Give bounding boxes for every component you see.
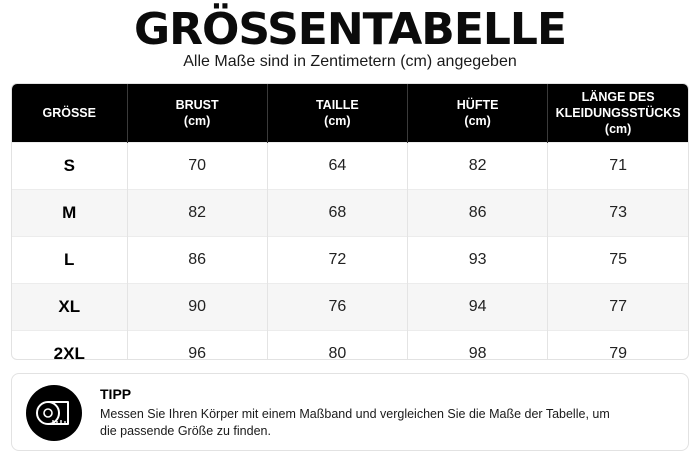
size-cell: S (12, 143, 127, 190)
chest-cell: 90 (127, 284, 267, 331)
column-header-label: LÄNGE DES KLEIDUNGSSTÜCKS (555, 90, 681, 120)
table-row (12, 143, 688, 190)
table-row (12, 190, 688, 237)
tip-title: TIPP (100, 386, 132, 402)
size-cell: M (12, 190, 127, 237)
size-cell: 2XL (12, 331, 127, 361)
page-subtitle: Alle Maße sind in Zentimetern (cm) angegeben (183, 53, 517, 70)
hip-cell: 98 (408, 331, 548, 361)
tip-box (11, 373, 689, 451)
waist-cell: 80 (267, 331, 407, 361)
length-cell: 71 (548, 143, 688, 190)
hip-cell: 82 (408, 143, 548, 190)
length-cell: 73 (548, 190, 688, 237)
size-table-container (11, 83, 689, 360)
column-header-length (548, 84, 688, 143)
length-cell: 79 (548, 331, 688, 361)
column-header-waist (267, 84, 407, 143)
column-header-label: HÜFTE (456, 98, 499, 112)
column-header-unit: (cm) (604, 122, 632, 136)
column-header-unit: (cm) (183, 114, 211, 128)
column-header-label: GRÖSSE (42, 106, 96, 120)
waist-cell: 64 (267, 143, 407, 190)
waist-cell: 72 (267, 237, 407, 284)
chest-cell: 70 (127, 143, 267, 190)
waist-cell: 68 (267, 190, 407, 237)
size-cell: XL (12, 284, 127, 331)
waist-cell: 76 (267, 284, 407, 331)
column-header-hip (408, 84, 548, 143)
page-title: GRÖSSENTABELLE (133, 4, 567, 55)
hip-cell: 93 (408, 237, 548, 284)
column-header-chest (127, 84, 267, 143)
column-header-size (12, 84, 127, 143)
measuring-tape-icon (26, 385, 82, 441)
table-row (12, 237, 688, 284)
chest-cell: 82 (127, 190, 267, 237)
chest-cell: 86 (127, 237, 267, 284)
hip-cell: 86 (408, 190, 548, 237)
column-header-unit: (cm) (324, 114, 351, 128)
column-header-label: BRUST (175, 98, 219, 112)
table-row (12, 331, 688, 361)
length-cell: 75 (548, 237, 688, 284)
size-cell: L (12, 237, 127, 284)
chest-cell: 96 (127, 331, 267, 361)
table-header-row (12, 84, 688, 143)
table-row (12, 284, 688, 331)
size-table (12, 84, 688, 360)
column-header-label: TAILLE (315, 98, 359, 112)
column-header-unit: (cm) (464, 114, 491, 128)
length-cell: 77 (548, 284, 688, 331)
hip-cell: 94 (408, 284, 548, 331)
tip-text: Messen Sie Ihren Körper mit einem Maßband und vergleichen Sie die Maße der Tabelle, um die passende Größe zu finden. (100, 407, 610, 438)
